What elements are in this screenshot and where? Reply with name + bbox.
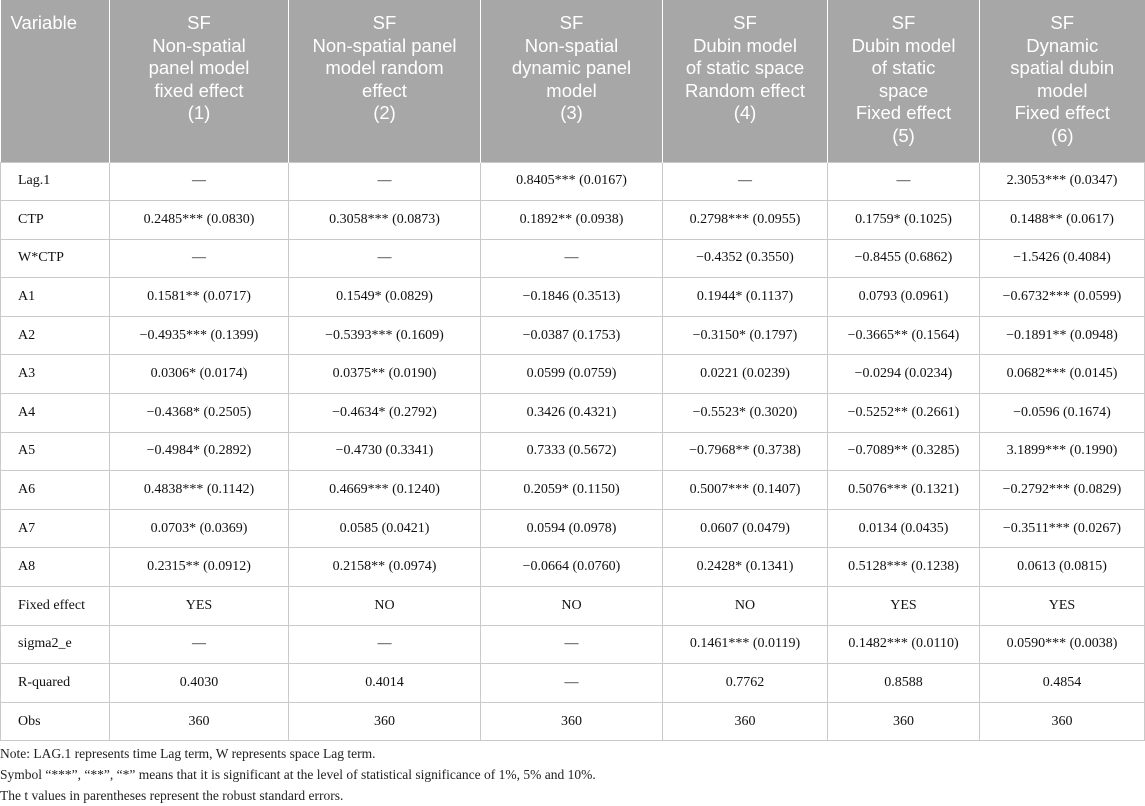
table-cell: 0.1549* (0.0829)	[289, 278, 481, 317]
table-cell: 0.1461*** (0.0119)	[663, 625, 828, 664]
table-cell: 0.0375** (0.0190)	[289, 355, 481, 394]
table-row	[1, 316, 1145, 355]
table-header	[1, 0, 1145, 162]
header-line: (4)	[733, 102, 757, 123]
header-line: Random effect	[685, 79, 805, 101]
header-line: model	[1037, 79, 1088, 101]
table-cell: 0.0134 (0.0435)	[828, 509, 980, 548]
table-cell: 0.0221 (0.0239)	[663, 355, 828, 394]
table-cell: 0.0703* (0.0369)	[110, 509, 289, 548]
header-line: SF	[891, 12, 916, 33]
header-line: SF	[559, 12, 584, 33]
header-line: Dynamic	[1026, 34, 1099, 56]
header-line: space	[878, 79, 929, 101]
table-cell: 0.1944* (0.1137)	[663, 278, 828, 317]
header-column-6	[980, 0, 1145, 162]
table-cell: 0.0306* (0.0174)	[110, 355, 289, 394]
header-line: dynamic panel	[511, 57, 632, 78]
table-cell: −0.6732*** (0.0599)	[980, 278, 1145, 317]
header-line: Non-spatial	[524, 34, 619, 56]
table-cell: −0.0294 (0.0234)	[828, 355, 980, 394]
table-cell: 0.0793 (0.0961)	[828, 278, 980, 317]
table-cell: 360	[663, 702, 828, 741]
table-cell: 360	[110, 702, 289, 741]
table-cell: NO	[289, 587, 481, 626]
table-cell: 0.1488** (0.0617)	[980, 201, 1145, 240]
row-label: A2	[1, 316, 110, 355]
row-label: A7	[1, 509, 110, 548]
table-cell: 3.1899*** (0.1990)	[980, 432, 1145, 471]
table-row	[1, 394, 1145, 433]
table-cell: 0.0599 (0.0759)	[481, 355, 663, 394]
table-cell: −0.7968** (0.3738)	[663, 432, 828, 471]
header-line: of static	[871, 57, 936, 78]
header-line: model random	[325, 57, 444, 78]
table-cell: 2.3053*** (0.0347)	[980, 162, 1145, 201]
header-column-4	[663, 0, 828, 162]
table-cell: −0.0387 (0.1753)	[481, 316, 663, 355]
table-cell: 0.7333 (0.5672)	[481, 432, 663, 471]
table-cell: 0.0590*** (0.0038)	[980, 625, 1145, 664]
header-line: model	[546, 79, 597, 101]
header-column-2	[289, 0, 481, 162]
table-row	[1, 239, 1145, 278]
table-cell: YES	[110, 587, 289, 626]
table-cell: 0.2798*** (0.0955)	[663, 201, 828, 240]
header-line: Dubin model	[693, 34, 797, 56]
table-cell: 0.4854	[980, 664, 1145, 703]
table-cell: 0.5007*** (0.1407)	[663, 471, 828, 510]
table-cell: 360	[980, 702, 1145, 741]
header-line: of static space	[685, 57, 805, 78]
table-cell: −0.1846 (0.3513)	[481, 278, 663, 317]
table-cell: 0.8405*** (0.0167)	[481, 162, 663, 201]
table-body	[1, 162, 1145, 741]
header-line: Non-spatial	[152, 34, 246, 56]
row-label: Lag.1	[1, 162, 110, 201]
table-cell: 360	[481, 702, 663, 741]
header-line: (2)	[373, 102, 396, 123]
table-cell: 0.2315** (0.0912)	[110, 548, 289, 587]
table-cell: 0.4669*** (0.1240)	[289, 471, 481, 510]
table-row	[1, 702, 1145, 741]
table-cell: 0.1759* (0.1025)	[828, 201, 980, 240]
table-cell: 0.2485*** (0.0830)	[110, 201, 289, 240]
table-cell: —	[481, 625, 663, 664]
table-row	[1, 509, 1145, 548]
table-cell: −0.4352 (0.3550)	[663, 239, 828, 278]
table-cell: −0.4984* (0.2892)	[110, 432, 289, 471]
header-line: effect	[362, 79, 407, 101]
note-standard-errors: The t values in parentheses represent the robust standard errors.	[0, 788, 344, 803]
table-cell: −0.8455 (0.6862)	[828, 239, 980, 278]
note-lag-terms: Note: LAG.1 represents time Lag term, W represents space Lag term.	[0, 746, 376, 761]
table-cell: −0.5393*** (0.1609)	[289, 316, 481, 355]
row-label: A1	[1, 278, 110, 317]
header-column-1	[110, 0, 289, 162]
table-cell: −0.0664 (0.0760)	[481, 548, 663, 587]
table-cell: 0.0594 (0.0978)	[481, 509, 663, 548]
table-row	[1, 355, 1145, 394]
table-cell: 0.1482*** (0.0110)	[828, 625, 980, 664]
table-cell: 0.4014	[289, 664, 481, 703]
row-label: R-quared	[1, 664, 110, 703]
row-label: A6	[1, 471, 110, 510]
header-column-3	[481, 0, 663, 162]
table-row	[1, 201, 1145, 240]
table-row	[1, 587, 1145, 626]
row-label: Fixed effect	[1, 587, 110, 626]
header-line: (3)	[560, 102, 583, 123]
table-row	[1, 162, 1145, 201]
header-line: Fixed effect	[855, 102, 952, 123]
table-notes	[0, 743, 596, 806]
table-cell: —	[110, 162, 289, 201]
table-cell: −0.3511*** (0.0267)	[980, 509, 1145, 548]
row-label: A4	[1, 394, 110, 433]
table-cell: −0.1891** (0.0948)	[980, 316, 1145, 355]
table-row	[1, 548, 1145, 587]
table-cell: —	[289, 239, 481, 278]
header-column-5	[828, 0, 980, 162]
header-line: SF	[372, 12, 397, 33]
row-label: Obs	[1, 702, 110, 741]
table-cell: −0.5252** (0.2661)	[828, 394, 980, 433]
table-cell: 0.4838*** (0.1142)	[110, 471, 289, 510]
row-label: CTP	[1, 201, 110, 240]
table-row	[1, 432, 1145, 471]
table-cell: 0.5076*** (0.1321)	[828, 471, 980, 510]
table-cell: YES	[980, 587, 1145, 626]
table-cell: —	[481, 664, 663, 703]
table-cell: 0.8588	[828, 664, 980, 703]
table-cell: 0.0682*** (0.0145)	[980, 355, 1145, 394]
header-line: (1)	[187, 102, 211, 123]
table-cell: −0.4368* (0.2505)	[110, 394, 289, 433]
table-cell: 0.0613 (0.0815)	[980, 548, 1145, 587]
table-cell: 0.3426 (0.4321)	[481, 394, 663, 433]
table-cell: 0.4030	[110, 664, 289, 703]
table-cell: −0.4730 (0.3341)	[289, 432, 481, 471]
table-cell: —	[289, 625, 481, 664]
table-cell: —	[110, 625, 289, 664]
table-cell: 0.1581** (0.0717)	[110, 278, 289, 317]
table-cell: −1.5426 (0.4084)	[980, 239, 1145, 278]
table-cell: −0.3665** (0.1564)	[828, 316, 980, 355]
table-cell: −0.4935*** (0.1399)	[110, 316, 289, 355]
note-significance: Symbol “***”, “**”, “*” means that it is significant at the level of statistical significance of 1%, 5% and 10%.	[0, 767, 596, 782]
table-cell: −0.5523* (0.3020)	[663, 394, 828, 433]
header-line: SF	[187, 12, 211, 33]
table-cell: NO	[663, 587, 828, 626]
table-row	[1, 471, 1145, 510]
table-cell: 0.3058*** (0.0873)	[289, 201, 481, 240]
table-row	[1, 664, 1145, 703]
table-cell: 0.5128*** (0.1238)	[828, 548, 980, 587]
table-row	[1, 278, 1145, 317]
table-cell: —	[289, 162, 481, 201]
table-cell: NO	[481, 587, 663, 626]
table-cell: −0.2792*** (0.0829)	[980, 471, 1145, 510]
header-variable: Variable	[1, 0, 110, 162]
header-line: panel model	[148, 57, 250, 78]
table-cell: −0.3150* (0.1797)	[663, 316, 828, 355]
table-cell: —	[828, 162, 980, 201]
table-cell: 360	[828, 702, 980, 741]
table-cell: —	[663, 162, 828, 201]
header-row	[1, 0, 1145, 162]
table-cell: 0.1892** (0.0938)	[481, 201, 663, 240]
table-cell: —	[110, 239, 289, 278]
row-label: A8	[1, 548, 110, 587]
header-line: fixed effect	[154, 79, 244, 101]
table-row	[1, 625, 1145, 664]
header-line: SF	[733, 12, 757, 33]
row-label: A3	[1, 355, 110, 394]
table-cell: 0.2428* (0.1341)	[663, 548, 828, 587]
table-cell: 0.2059* (0.1150)	[481, 471, 663, 510]
table-cell: —	[481, 239, 663, 278]
table-cell: 0.2158** (0.0974)	[289, 548, 481, 587]
table-cell: −0.0596 (0.1674)	[980, 394, 1145, 433]
table-cell: YES	[828, 587, 980, 626]
header-line: (6)	[1050, 124, 1074, 146]
header-line: Non-spatial panel	[312, 34, 457, 56]
row-label: W*CTP	[1, 239, 110, 278]
header-line: Dubin model	[851, 34, 956, 56]
table-cell: 360	[289, 702, 481, 741]
table-cell: −0.7089** (0.3285)	[828, 432, 980, 471]
header-line: spatial dubin	[1010, 57, 1115, 78]
table-cell: 0.7762	[663, 664, 828, 703]
table-cell: −0.4634* (0.2792)	[289, 394, 481, 433]
row-label: sigma2_e	[1, 625, 110, 664]
row-label: A5	[1, 432, 110, 471]
header-line: (5)	[892, 124, 915, 146]
table-cell: 0.0607 (0.0479)	[663, 509, 828, 548]
table-cell: 0.0585 (0.0421)	[289, 509, 481, 548]
header-line: Fixed effect	[1014, 102, 1110, 123]
header-line: SF	[1050, 12, 1075, 33]
